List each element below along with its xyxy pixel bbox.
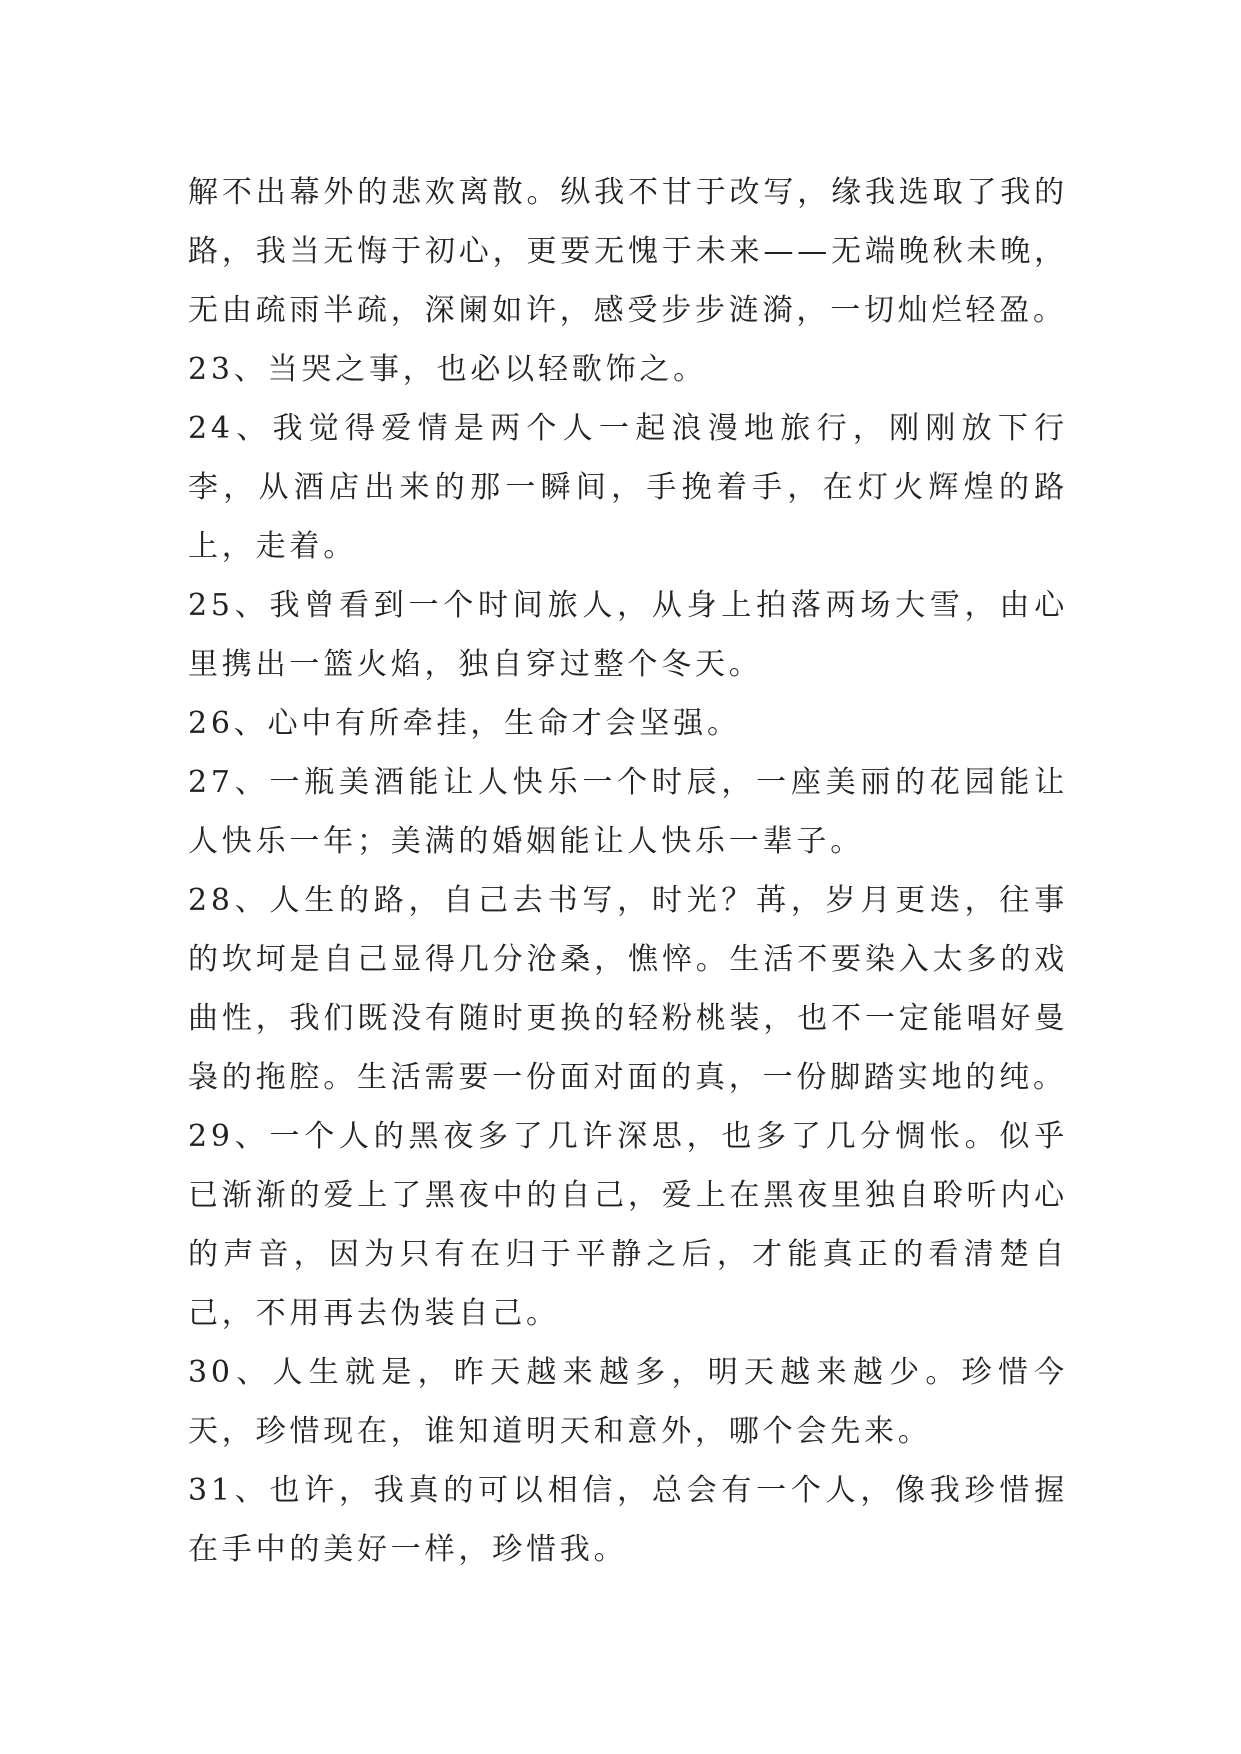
paragraph-item-24: 24、我觉得爱情是两个人一起浪漫地旅行，刚刚放下行李，从酒店出来的那一瞬间，手挽着手，在灯火辉煌的路上，走着。: [188, 411, 1068, 564]
paragraph-item-27: 27、一瓶美酒能让人快乐一个时辰，一座美丽的花园能让人快乐一年；美满的婚姻能让人快乐一辈子。: [188, 765, 1068, 859]
paragraph-continuation: 解不出幕外的悲欢离散。纵我不甘于改写，缘我选取了我的路，我当无悔于初心，更要无愧于未来——无端晚秋未晚，无由疏雨半疏，深阑如许，感受步步涟漪，一切灿烂轻盈。: [188, 175, 1068, 328]
paragraph-item-25: 25、我曾看到一个时间旅人，从身上拍落两场大雪，由心里携出一篮火焰，独自穿过整个冬天。: [188, 588, 1068, 682]
paragraph-item-26: 26、心中有所牵挂，生命才会坚强。: [188, 706, 741, 741]
paragraph-item-29: 29、一个人的黑夜多了几许深思，也多了几分惆怅。似乎已渐渐的爱上了黑夜中的自己，爱上在黑夜里独自聆听内心的声音，因为只有在归于平静之后，才能真正的看清楚自己，不用再去伪装自己。: [188, 1119, 1068, 1331]
document-page: [188, 163, 1068, 1579]
paragraph-item-31: 31、也许，我真的可以相信，总会有一个人，像我珍惜握在手中的美好一样，珍惜我。: [188, 1473, 1068, 1567]
paragraph-item-30: 30、人生就是，昨天越来越多，明天越来越少。珍惜今天，珍惜现在，谁知道明天和意外，哪个会先来。: [188, 1355, 1068, 1449]
paragraph-item-28: 28、人生的路，自己去书写，时光？苒，岁月更迭，往事的坎坷是自己显得几分沧桑，憔悴。生活不要染入太多的戏曲性，我们既没有随时更换的轻粉桃装，也不一定能唱好曼袅的拖腔。生活需要一份面对面的真，一份脚踏实地的纯。: [188, 883, 1068, 1095]
paragraph-item-23: 23、当哭之事，也必以轻歌饰之。: [188, 352, 707, 387]
